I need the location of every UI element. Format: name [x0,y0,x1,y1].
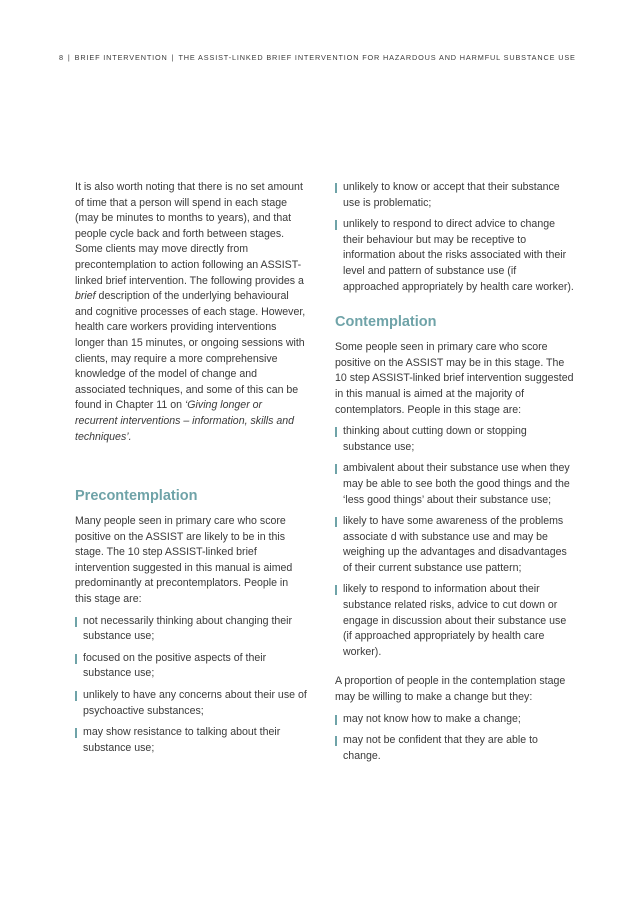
intro-text-a: It is also worth noting that there is no set amount of time that a person will spend in each stage (may be minutes to months to years), and that people cycle back and forth between stages. Some clients may move directly from precontemplation to action following an ASSIST-linked brief intervention. The following provides a [75,181,304,287]
list-item: not necessarily thinking about changing their substance use; [75,614,307,645]
list-item: focused on the positive aspects of their substance use; [75,651,307,682]
contemplation-list [335,424,575,660]
left-column [75,180,307,756]
contemplation-heading: Contemplation [335,314,437,331]
header-divider: | [67,53,71,62]
bullet-marker [335,220,337,230]
bullet-marker [335,517,337,527]
contemplation-paragraph: Some people seen in primary care who score positive on the ASSIST may be in this stage. The 10 step ASSIST-linked brief intervention suggested in this manual is aimed at the majority of contemplators. People in this stage are: [335,341,574,416]
bullet-marker [75,728,77,738]
header-title: THE ASSIST-LINKED BRIEF INTERVENTION FOR HAZARDOUS AND HARMFUL SUBSTANCE USE [178,53,576,62]
precontemplation-heading: Precontemplation [75,488,198,505]
bullet-marker [335,464,337,474]
intro-emphasis: brief [75,290,96,303]
bullet-marker [335,427,337,437]
proportion-list [335,712,575,765]
bullet-marker [335,736,337,746]
intro-paragraph [75,180,307,445]
bullet-marker [335,183,337,193]
list-item: ambivalent about their substance use when they may be able to see both the good things and the ‘less good things’ about their substance use; [335,461,575,508]
list-item: unlikely to respond to direct advice to change their behaviour but may be receptive to information about the risks associated with their level and pattern of substance use (if approached appropriately by health care worker). [335,217,575,295]
list-item: may not be confident that they are able to change. [335,733,575,764]
intro-text-b: description of the underlying behavioural and cognitive processes of each stage. However, health care workers providing interventions longer than 15 minutes, or ongoing sessions with clients, may require a more comprehensive knowledge of the model of change and associated techniques, and some of this can be found in Chapter 11 on [75,290,306,412]
running-header [59,53,619,62]
bullet-marker [75,617,77,627]
header-divider: | [171,53,175,62]
bullet-marker [335,585,337,595]
precontemplation-list-continued [335,180,575,295]
header-section: BRIEF INTERVENTION [74,53,168,62]
precontemplation-paragraph: Many people seen in primary care who score positive on the ASSIST are likely to be in this stage. The 10 step ASSIST-linked brief intervention suggested in this manual is aimed predominantly at precontemplators. People in this stage are: [75,515,293,606]
list-item: likely to have some awareness of the problems associate d with substance use and may be weighing up the advantages and disadvantages of their current substance use pattern; [335,514,575,576]
right-column [335,180,575,764]
list-item: thinking about cutting down or stopping substance use; [335,424,575,455]
page-number: 8 [59,53,64,62]
bullet-marker [75,691,77,701]
chapter-reference: ‘Giving longer or recurrent interventions – information, skills and techniques’. [75,399,295,443]
list-item: may show resistance to talking about their substance use; [75,725,307,756]
list-item: likely to respond to information about their substance related risks, advice to cut down or engage in discussion about their substance use (if approached appropriately by health care worker). [335,582,575,660]
list-item: may not know how to make a change; [335,712,575,728]
bullet-marker [75,654,77,664]
list-item: unlikely to have any concerns about their use of psychoactive substances; [75,688,307,719]
proportion-paragraph: A proportion of people in the contemplation stage may be willing to make a change but they: [335,675,566,704]
precontemplation-list [75,614,307,757]
bullet-marker [335,715,337,725]
list-item: unlikely to know or accept that their substance use is problematic; [335,180,575,211]
